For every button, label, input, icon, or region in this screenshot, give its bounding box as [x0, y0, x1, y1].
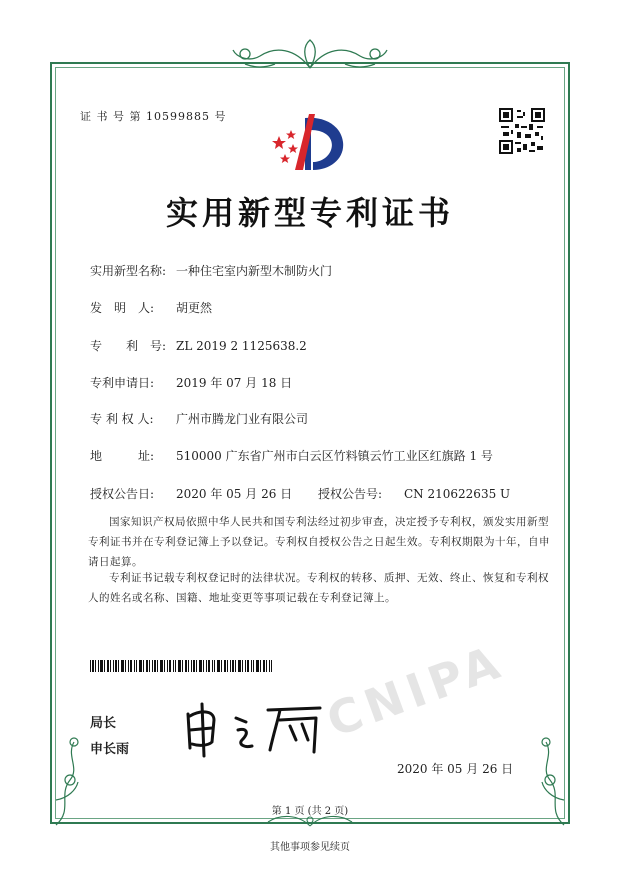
field-value: 广州市腾龙门业有限公司 — [176, 412, 309, 426]
signer-name: 申长雨 — [90, 742, 130, 757]
issue-date: 2020 年 05 月 26 日 — [397, 762, 514, 776]
field-inventor — [90, 299, 212, 316]
field-label: 授权公告号: — [318, 487, 383, 501]
field-utility-model-name — [90, 262, 332, 279]
field-patent-number — [90, 337, 307, 354]
certificate-title: 实用新型专利证书 — [165, 194, 454, 232]
legal-paragraph-2: 专利证书记载专利权登记时的法律状况。专利权的转移、质押、无效、终止、恢复和专利权人的姓名或名称、国籍、地址变更等事项记载在专利登记簿上。 — [88, 572, 549, 604]
field-value: CN 210622635 U — [404, 487, 511, 501]
field-value: ZL 2019 2 1125638.2 — [176, 339, 307, 353]
field-value: 2019 年 07 月 18 日 — [176, 376, 293, 390]
barcode — [90, 660, 272, 672]
cnipa-logo — [265, 110, 355, 180]
field-label: 地 址: — [90, 449, 155, 463]
field-label: 发 明 人: — [90, 301, 155, 315]
field-value: 2020 年 05 月 26 日 — [176, 487, 293, 501]
field-label: 授权公告日: — [90, 487, 155, 501]
field-label: 专 利 权 人: — [90, 412, 154, 426]
field-label: 实用新型名称: — [90, 264, 167, 278]
continuation-note: 其他事项参见续页 — [270, 842, 350, 853]
handwritten-signature — [180, 700, 330, 760]
qr-code — [499, 108, 545, 154]
field-address — [90, 447, 493, 464]
page-indicator: 第 1 页 (共 2 页) — [271, 806, 349, 817]
certificate-number: 证 书 号 第 10599885 号 — [80, 110, 227, 123]
field-filing-date — [90, 374, 292, 391]
field-grant-date — [90, 485, 292, 502]
field-value: 胡更然 — [176, 301, 213, 315]
field-value: 510000 广东省广州市白云区竹料镇云竹工业区红旗路 1 号 — [176, 449, 493, 463]
field-label: 专利申请日: — [90, 376, 155, 390]
signer-role: 局长 — [90, 716, 117, 731]
field-patentee — [90, 410, 308, 427]
top-ornament — [215, 38, 405, 74]
field-value: 一种住宅室内新型木制防火门 — [176, 264, 333, 278]
field-grant-number — [318, 485, 510, 502]
cnipa-watermark: CNIPA — [319, 633, 512, 748]
field-label: 专 利 号: — [90, 339, 167, 353]
legal-paragraph-1: 国家知识产权局依照中华人民共和国专利法经过初步审查，决定授予专利权，颁发实用新型专利证书并在专利登记簿上予以登记。专利权自授权公告之日起生效。专利权期限为十年，自申请日起算。 — [88, 516, 550, 568]
